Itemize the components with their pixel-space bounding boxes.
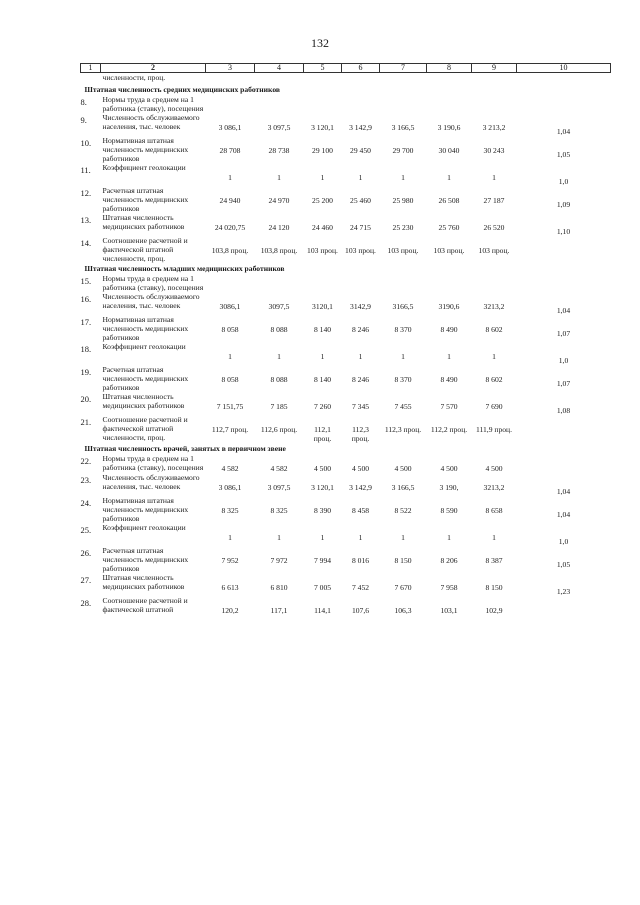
year-value-cell: 1	[277, 533, 281, 542]
indicator-name: Коэффициент геолокации	[102, 342, 186, 351]
indicator-name: Штатная численность медицинских работников	[102, 213, 185, 231]
year-value-cell: 1	[228, 533, 232, 542]
ratio-cell: 1,23	[556, 587, 571, 596]
year-value-cell: 3 213,2	[482, 123, 506, 132]
continuation-text: численности, проц.	[102, 73, 166, 82]
year-value-cell: 3 142,9	[349, 483, 372, 492]
year-value-cell: 8 390	[313, 506, 332, 515]
year-value-cell: 106,3	[394, 606, 412, 615]
year-value-cell: 3 166,5	[391, 123, 415, 132]
table-row	[81, 392, 611, 415]
year-value-cell: 4 500	[440, 464, 458, 473]
year-value-cell: 7 690	[485, 402, 503, 411]
ratio-cell	[517, 236, 611, 263]
year-value-cell: 4 500	[394, 464, 412, 473]
year-value-cell: 8 602	[485, 325, 503, 334]
row-number: 23.	[80, 475, 92, 485]
year-value-cell: 8 150	[485, 583, 503, 592]
row-number: 19.	[80, 367, 92, 377]
year-value-cell: 1	[492, 173, 496, 182]
indicator-name: Штатная численность медицинских работников	[102, 392, 185, 410]
staffing-table	[80, 63, 611, 615]
year-value-cell: 1	[492, 533, 496, 542]
year-value-cell: 7 570	[440, 402, 458, 411]
indicator-name: Нормы труда в среднем на 1 работника (ставку), посещения	[102, 454, 204, 472]
section-title-row	[81, 84, 611, 95]
year-value-cell	[427, 274, 472, 292]
year-value-cell	[427, 95, 472, 113]
ratio-cell	[517, 454, 611, 473]
year-value-cell: 112,3 проц.	[384, 425, 422, 434]
row-number: 14.	[80, 238, 92, 248]
table-row	[81, 473, 611, 496]
table-row	[81, 523, 611, 546]
year-value-cell: 3 166,5	[391, 483, 415, 492]
indicator-name: Расчетная штатная численность медицинских работников	[102, 365, 189, 392]
row-number: 28.	[80, 598, 92, 608]
year-value-cell: 26 508	[438, 196, 460, 205]
year-value-cell: 8 140	[313, 325, 332, 334]
ratio-cell: 1,04	[556, 487, 571, 496]
year-value-cell	[380, 95, 427, 113]
year-value-cell: 4 582	[270, 464, 288, 473]
row-number: 22.	[80, 456, 92, 466]
row-number: 10.	[80, 138, 92, 148]
year-value-cell: 8 370	[394, 375, 412, 384]
table-row	[81, 573, 611, 596]
column-header: 4	[255, 64, 304, 73]
row-number: 18.	[80, 344, 92, 354]
year-value-cell: 8 246	[351, 325, 370, 334]
year-value-cell: 1	[447, 173, 451, 182]
year-value-cell	[206, 274, 255, 292]
year-value-cell: 120,2	[221, 606, 239, 615]
year-value-cell: 1	[401, 173, 405, 182]
section-title: Штатная численность младших медицинских работников	[84, 264, 285, 273]
column-header: 3	[206, 64, 255, 73]
year-value-cell: 28 708	[219, 146, 241, 155]
year-value-cell: 8 370	[394, 325, 412, 334]
column-header: 5	[304, 64, 342, 73]
year-value-cell: 30 040	[438, 146, 460, 155]
year-value-cell: 3 097,5	[267, 123, 291, 132]
year-value-cell: 7 185	[270, 402, 288, 411]
year-value-cell: 112,7 проц.	[211, 425, 249, 434]
year-value-cell	[304, 274, 342, 292]
year-value-cell	[255, 95, 304, 113]
column-header: 9	[472, 64, 517, 73]
indicator-name: Штатная численность медицинских работников	[102, 573, 185, 591]
year-value-cell: 1	[401, 352, 405, 361]
year-value-cell: 3213,2	[483, 483, 505, 492]
year-value-cell: 27 187	[483, 196, 505, 205]
table-row	[81, 454, 611, 473]
indicator-name: Соотношение расчетной и фактической штатной	[102, 596, 188, 614]
year-value-cell	[342, 95, 380, 113]
year-value-cell: 1	[358, 352, 363, 361]
year-value-cell: 8 522	[394, 506, 412, 515]
row-number: 21.	[80, 417, 92, 427]
column-header: 2	[101, 64, 206, 73]
year-value-cell: 8 590	[440, 506, 458, 515]
column-header: 10	[517, 64, 611, 73]
year-value-cell: 25 980	[392, 196, 414, 205]
year-value-cell: 112,1 проц.	[313, 425, 332, 443]
year-value-cell: 103 проц.	[387, 246, 419, 255]
ratio-cell: 1,04	[556, 127, 571, 136]
ratio-cell: 1,0	[558, 356, 569, 365]
table-row	[81, 292, 611, 315]
year-value-cell: 3 190,	[439, 483, 459, 492]
year-value-cell: 8 246	[351, 375, 370, 384]
section-title: Штатная численность средних медицинских работников	[84, 85, 281, 94]
indicator-name: Расчетная штатная численность медицинских работников	[102, 186, 189, 213]
indicator-name: Нормы труда в среднем на 1 работника (ставку), посещения	[102, 274, 204, 292]
year-value-cell: 3190,6	[438, 302, 460, 311]
year-value-cell: 8 088	[270, 325, 288, 334]
year-value-cell: 8 490	[440, 325, 458, 334]
year-value-cell: 24 120	[268, 223, 290, 232]
year-value-cell: 3 086,1	[218, 123, 242, 132]
year-value-cell: 7 670	[394, 583, 412, 592]
year-value-cell: 103 проц.	[478, 246, 510, 255]
year-value-cell: 3 097,5	[267, 483, 291, 492]
year-value-cell: 24 940	[219, 196, 241, 205]
table-row	[81, 415, 611, 443]
row-number: 26.	[80, 548, 92, 558]
row-number: 16.	[80, 294, 92, 304]
ratio-cell: 1,05	[556, 150, 571, 159]
year-value-cell: 1	[320, 533, 325, 542]
year-value-cell: 117,1	[270, 606, 288, 615]
continuation-row	[81, 73, 611, 85]
year-value-cell: 3142,9	[350, 302, 371, 311]
ratio-cell: 1,0	[558, 177, 569, 186]
year-value-cell: 6 810	[270, 583, 288, 592]
table-row	[81, 213, 611, 236]
year-value-cell: 7 994	[313, 556, 332, 565]
year-value-cell: 3120,1	[312, 302, 333, 311]
year-value-cell: 8 325	[221, 506, 239, 515]
year-value-cell: 1	[447, 352, 451, 361]
indicator-name: Численность обслуживаемого населения, тыс. человек	[102, 292, 200, 310]
year-value-cell: 8 058	[221, 325, 239, 334]
year-value-cell: 8 490	[440, 375, 458, 384]
table-row	[81, 365, 611, 392]
ratio-cell: 1,04	[556, 510, 571, 519]
row-number: 24.	[80, 498, 92, 508]
year-value-cell: 29 700	[392, 146, 414, 155]
year-value-cell: 25 200	[312, 196, 333, 205]
indicator-name: Коэффициент геолокации	[102, 523, 186, 532]
ratio-cell: 1,08	[556, 406, 571, 415]
year-value-cell	[472, 95, 517, 113]
table-row	[81, 342, 611, 365]
year-value-cell: 1	[401, 533, 405, 542]
year-value-cell: 7 005	[313, 583, 332, 592]
ratio-cell: 1,04	[556, 306, 571, 315]
year-value-cell: 24 970	[268, 196, 290, 205]
year-value-cell: 4 500	[351, 464, 370, 473]
year-value-cell: 3 120,1	[311, 483, 334, 492]
year-value-cell: 7 952	[221, 556, 239, 565]
indicator-name: Численность обслуживаемого населения, тыс. человек	[102, 473, 200, 491]
indicator-name: Коэффициент геолокации	[102, 163, 186, 172]
year-value-cell: 112,3 проц.	[351, 425, 370, 443]
table-row	[81, 315, 611, 342]
year-value-cell: 6 613	[221, 583, 239, 592]
row-number: 17.	[80, 317, 92, 327]
year-value-cell: 8 387	[485, 556, 503, 565]
year-value-cell: 3 190,6	[437, 123, 461, 132]
ratio-cell	[517, 596, 611, 615]
year-value-cell: 30 243	[483, 146, 505, 155]
year-value-cell: 3166,5	[392, 302, 414, 311]
row-number: 20.	[80, 394, 92, 404]
indicator-name: Нормативная штатная численность медицинских работников	[102, 496, 189, 523]
indicator-name: Нормативная штатная численность медицинских работников	[102, 315, 189, 342]
row-number: 8.	[80, 97, 87, 107]
row-number: 27.	[80, 575, 92, 585]
section-title-row	[81, 443, 611, 454]
column-header: 6	[342, 64, 380, 73]
row-number: 11.	[80, 165, 91, 175]
row-number: 9.	[80, 115, 87, 125]
year-value-cell: 24 715	[350, 223, 371, 232]
year-value-cell: 25 460	[350, 196, 371, 205]
year-value-cell: 3086,1	[219, 302, 241, 311]
ratio-cell: 1,09	[556, 200, 571, 209]
year-value-cell: 8 206	[440, 556, 458, 565]
ratio-cell: 1,07	[556, 329, 571, 338]
year-value-cell	[380, 274, 427, 292]
year-value-cell: 8 140	[313, 375, 332, 384]
year-value-cell: 112,2 проц.	[430, 425, 468, 434]
year-value-cell: 111,9 проц.	[475, 425, 513, 434]
year-value-cell: 4 500	[313, 464, 332, 473]
row-number: 13.	[80, 215, 92, 225]
ratio-cell: 1,0	[558, 537, 569, 546]
year-value-cell: 25 230	[392, 223, 414, 232]
year-value-cell: 102,9	[485, 606, 503, 615]
year-value-cell: 28 738	[268, 146, 290, 155]
year-value-cell: 1	[228, 352, 232, 361]
year-value-cell: 1	[320, 173, 325, 182]
row-number: 15.	[80, 276, 92, 286]
year-value-cell: 29 450	[350, 146, 371, 155]
year-value-cell: 7 151,75	[216, 402, 244, 411]
year-value-cell: 4 500	[485, 464, 503, 473]
indicator-name: Нормы труда в среднем на 1 работника (ставку), посещения	[102, 95, 204, 113]
year-value-cell: 8 088	[270, 375, 288, 384]
year-value-cell: 25 760	[438, 223, 460, 232]
year-value-cell: 8 658	[485, 506, 503, 515]
year-value-cell: 3 142,9	[349, 123, 372, 132]
year-value-cell: 3 120,1	[311, 123, 334, 132]
column-header: 7	[380, 64, 427, 73]
year-value-cell: 8 058	[221, 375, 239, 384]
year-value-cell: 3 086,1	[218, 483, 242, 492]
year-value-cell: 7 455	[394, 402, 412, 411]
year-value-cell: 7 345	[351, 402, 370, 411]
table-row	[81, 163, 611, 186]
table-row	[81, 546, 611, 573]
table-row	[81, 186, 611, 213]
column-header: 1	[81, 64, 101, 73]
section-title: Штатная численность врачей, занятых в первичном звене	[84, 444, 286, 453]
indicator-name: Расчетная штатная численность медицинских работников	[102, 546, 189, 573]
indicator-name: Соотношение расчетной и фактической штатной численности, проц.	[102, 415, 188, 442]
ratio-cell	[517, 415, 611, 443]
year-value-cell	[304, 95, 342, 113]
table-row	[81, 136, 611, 163]
page-number: 132	[311, 36, 329, 50]
year-value-cell: 3097,5	[268, 302, 290, 311]
year-value-cell	[206, 95, 255, 113]
year-value-cell: 29 100	[312, 146, 333, 155]
year-value-cell: 1	[228, 173, 232, 182]
year-value-cell: 103,8 проц.	[211, 246, 249, 255]
row-number: 25.	[80, 525, 92, 535]
year-value-cell: 24 020,75	[214, 223, 246, 232]
indicator-name: Соотношение расчетной и фактической штатной численности, проц.	[102, 236, 188, 263]
year-value-cell: 1	[320, 352, 325, 361]
year-value-cell: 1	[358, 533, 363, 542]
year-value-cell: 114,1	[314, 606, 331, 615]
year-value-cell: 7 958	[440, 583, 458, 592]
ratio-cell: 1,05	[556, 560, 571, 569]
table-row	[81, 236, 611, 263]
year-value-cell: 8 325	[270, 506, 288, 515]
ratio-cell	[517, 95, 611, 113]
section-title-row	[81, 263, 611, 274]
year-value-cell: 7 260	[313, 402, 332, 411]
column-number-row	[81, 64, 611, 73]
table-row	[81, 496, 611, 523]
year-value-cell	[472, 274, 517, 292]
column-header: 8	[427, 64, 472, 73]
year-value-cell: 1	[492, 352, 496, 361]
year-value-cell: 103,8 проц.	[260, 246, 298, 255]
year-value-cell: 8 602	[485, 375, 503, 384]
year-value-cell: 7 972	[270, 556, 288, 565]
table-row	[81, 596, 611, 615]
table-row	[81, 113, 611, 136]
indicator-name: Численность обслуживаемого населения, тыс. человек	[102, 113, 200, 131]
year-value-cell: 3213,2	[483, 302, 505, 311]
year-value-cell	[255, 274, 304, 292]
indicator-name: Нормативная штатная численность медицинских работников	[102, 136, 189, 163]
ratio-cell: 1,10	[556, 227, 571, 236]
row-number: 12.	[80, 188, 92, 198]
year-value-cell: 8 150	[394, 556, 412, 565]
year-value-cell: 1	[277, 173, 281, 182]
year-value-cell: 1	[447, 533, 451, 542]
ratio-cell	[517, 274, 611, 292]
year-value-cell: 1	[358, 173, 363, 182]
year-value-cell: 24 460	[312, 223, 333, 232]
year-value-cell: 103,1	[440, 606, 458, 615]
year-value-cell: 7 452	[351, 583, 370, 592]
year-value-cell: 8 016	[351, 556, 370, 565]
year-value-cell: 8 458	[351, 506, 370, 515]
ratio-cell: 1,07	[556, 379, 571, 388]
year-value-cell: 26 520	[483, 223, 505, 232]
year-value-cell: 103 проц.	[345, 246, 376, 255]
year-value-cell: 103 проц.	[433, 246, 465, 255]
year-value-cell: 1	[277, 352, 281, 361]
year-value-cell	[342, 274, 380, 292]
year-value-cell: 103 проц.	[307, 246, 338, 255]
year-value-cell: 112,6 проц.	[260, 425, 298, 434]
table-row	[81, 95, 611, 113]
year-value-cell: 4 582	[221, 464, 239, 473]
table-row	[81, 274, 611, 292]
year-value-cell: 107,6	[351, 606, 370, 615]
